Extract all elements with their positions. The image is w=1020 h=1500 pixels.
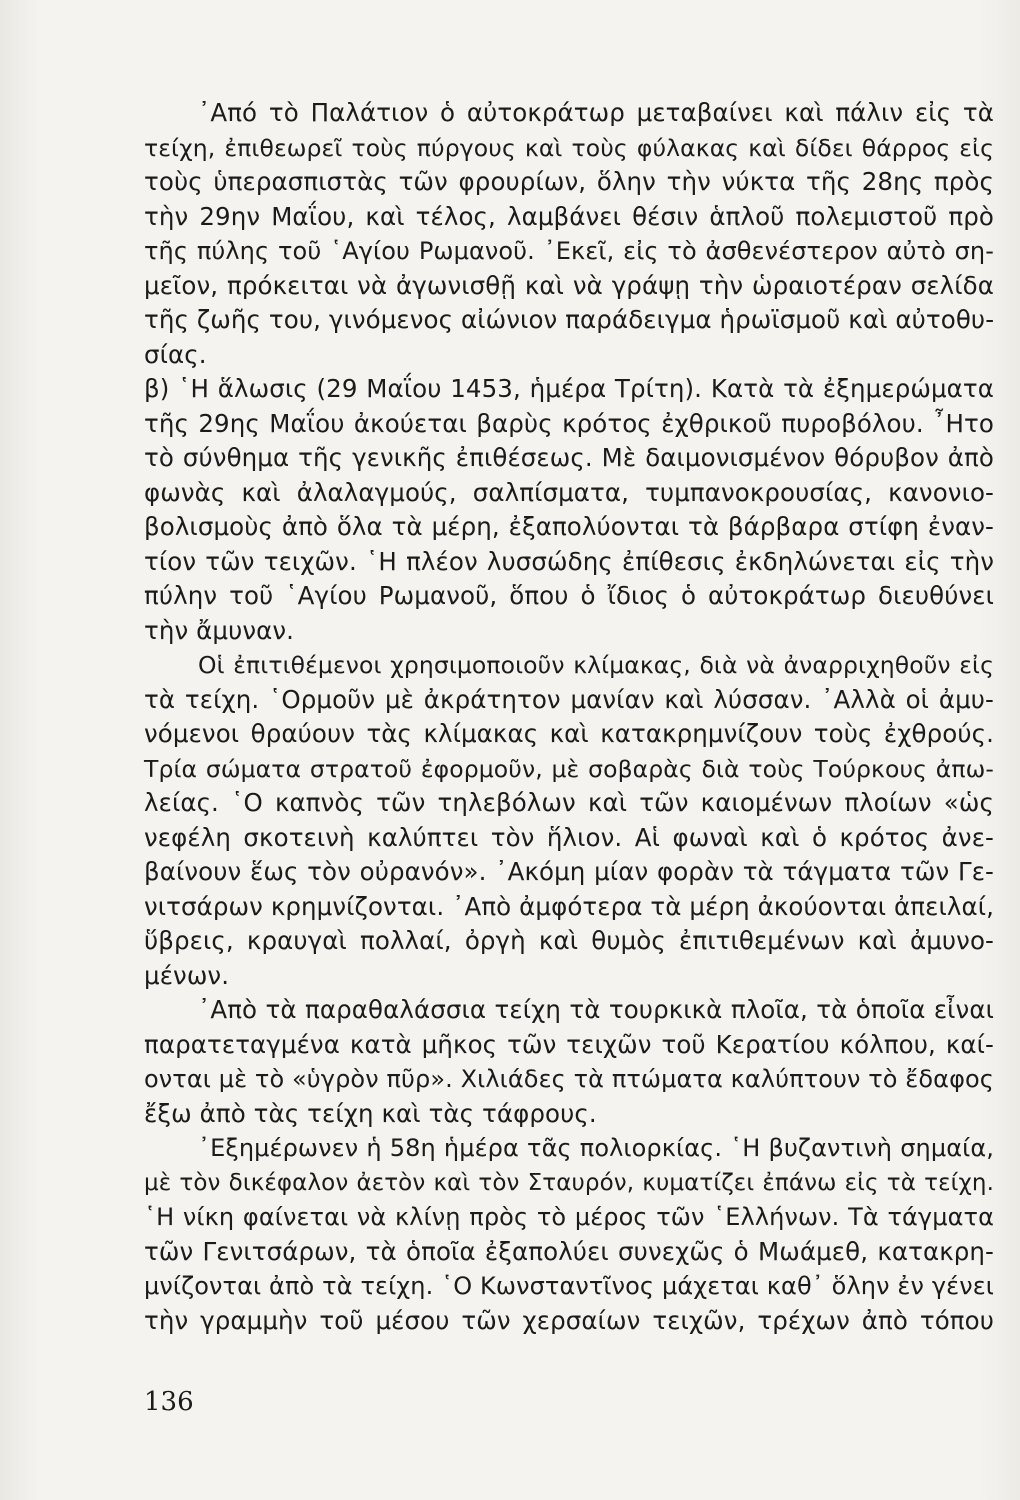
paragraph-emperor-walls [144, 96, 994, 372]
text-line: φωνὰς καὶ ἀλαλαγμούς, σαλπίσματα, τυμπανοκρουσίας, κανονιο- [144, 477, 994, 507]
text-line: νόμενοι θραύουν τὰς κλίμακας καὶ κατακρημνίζουν τοὺς ἐχθρούς. [144, 719, 994, 748]
paragraph-fall [144, 372, 994, 648]
text-line: νιτσάρων κρημνίζονται. ᾿Απὸ ἀμφότερα τὰ μέρη ἀκούονται ἀπειλαί, [144, 891, 994, 921]
text-line: μὲ τὸν δικέφαλον ἀετὸν καὶ τὸν Σταυρόν, κυματίζει ἐπάνω εἰς τὰ τείχη. [144, 1169, 994, 1196]
text-line: ῾Η νίκη φαίνεται νὰ κλίνῃ πρὸς τὸ μέρος τῶν ῾Ελλήνων. Τὰ τάγματα [144, 1203, 994, 1231]
text-line: τῆς ζωῆς του, γινόμενος αἰώνιον παράδειγμα ἡρωϊσμοῦ καὶ αὐτοθυ- [144, 305, 995, 334]
text-line: ᾿Εξημέρωνεν ἡ 58η ἡμέρα τᾶς πολιορκίας. ῾Η βυζαντινὴ σημαία, [198, 1134, 994, 1162]
text-line: σίας. [144, 339, 207, 369]
text-line: τείχη, ἐπιθεωρεῖ τοὺς πύργους καὶ τοὺς φύλακας καὶ δίδει θάρρος εἰς [144, 133, 994, 162]
text-line: τοὺς ὑπερασπιστὰς τῶν φρουρίων, ὅλην τὴν νύκτα τῆς 28ης πρὸς [144, 167, 994, 196]
text-line: Οἱ ἐπιτιθέμενοι χρησιμοποιοῦν κλίμακας, διὰ νὰ ἀναρριχηθοῦν εἰς [198, 651, 994, 679]
text-line: ονται μὲ τὸ «ὑγρὸν πῦρ». Χιλιάδες τὰ πτώματα καλύπτουν τὸ ἔδαφος [144, 1065, 994, 1093]
text-line: ᾿Από τὸ Παλάτιον ὁ αὐτοκράτωρ μεταβαίνει καὶ πάλιν εἰς τὰ [198, 98, 994, 127]
text-line: ὕβρεις, κραυγαὶ πολλαί, ὀργὴ καὶ θυμὸς ἐπιτιθεμένων καὶ ἀμυνο- [144, 926, 994, 955]
text-line: μνίζονται ἀπὸ τὰ τείχη. ῾Ο Κωνσταντῖνος μάχεται καθ᾿ ὅλην ἐν γένει [144, 1272, 994, 1300]
body-text [144, 96, 994, 1338]
text-line: τὴν ἄμυναν. [144, 615, 295, 645]
text-line: Τρία σώματα στρατοῦ ἐφορμοῦν, μὲ σοβαρὰς διὰ τοὺς Τούρκους ἀπω- [144, 754, 994, 783]
text-line: παρατεταγμένα κατὰ μῆκος τῶν τειχῶν τοῦ Κερατίου κόλπου, καί- [144, 1029, 994, 1059]
text-line: μεῖον, πρόκειται νὰ ἀγωνισθῇ καὶ νὰ γράψῃ τὴν ὡραιοτέραν σελίδα [144, 270, 994, 300]
text-line: τὴν γραμμὴν τοῦ μέσου τῶν χερσαίων τειχῶν, τρέχων ἀπὸ τόπου [144, 1305, 994, 1335]
page-number: 136 [144, 1387, 194, 1417]
text-line: πύλην τοῦ ῾Αγίου Ρωμανοῦ, ὅπου ὁ ἴδιος ὁ αὐτοκράτωρ διευθύνει [144, 581, 994, 610]
text-line: τὸ σύνθημα τῆς γενικῆς ἐπιθέσεως. Μὲ δαιμονισμένον θόρυβον ἀπὸ [144, 443, 994, 472]
text-line: τίον τῶν τειχῶν. ῾Η πλέον λυσσώδης ἐπίθεσις ἐκδηλώνεται εἰς τὴν [144, 546, 994, 576]
text-line: λείας. ῾Ο καπνὸς τῶν τηλεβόλων καὶ τῶν καιομένων πλοίων «ὡς [144, 788, 994, 817]
text-line: ἔξω ἀπὸ τὰς τείχη καὶ τὰς τάφρους. [144, 1098, 597, 1128]
text-line: τῆς 29ης Μαΐου ἀκούεται βαρὺς κρότος ἐχθρικοῦ πυροβόλου. ῏Ητο [144, 408, 994, 438]
text-line: μένων. [144, 960, 230, 990]
text-line: βολισμοὺς ἀπὸ ὅλα τὰ μέρη, ἐξαπολύονται τὰ βάρβαρα στίφη ἐναν- [144, 512, 994, 541]
text-line: βαίνουν ἕως τὸν οὐρανόν». ᾿Ακόμη μίαν φορὰν τὰ τάγματα τῶν Γε- [144, 857, 994, 886]
text-line: τὴν 29ην Μαΐου, καὶ τέλος, λαμβάνει θέσιν ἁπλοῦ πολεμιστοῦ πρὸ [144, 201, 994, 231]
text-line: τῶν Γενιτσάρων, τὰ ὁποῖα ἐξαπολύει συνεχῶς ὁ Μωάμεθ, κατακρη- [144, 1236, 994, 1266]
text-line: νεφέλη σκοτεινὴ καλύπτει τὸν ἥλιον. Αἱ φωναὶ καὶ ὁ κρότος ἀνε- [144, 822, 994, 852]
paragraph-sea-walls [144, 993, 994, 1131]
text-line: τὰ τείχη. ῾Ορμοῦν μὲ ἀκράτητον μανίαν καὶ λύσσαν. ᾿Αλλὰ οἱ ἀμυ- [144, 684, 994, 714]
paragraph-attackers [144, 648, 994, 993]
section-heading-line: β) ῾Η ἅλωσις (29 Μαΐου 1453, ἡμέρα Τρίτη). Κατὰ τὰ ἐξημερώματα [144, 374, 994, 403]
text-line: τῆς πύλης τοῦ ῾Αγίου Ρωμανοῦ. ᾿Εκεῖ, εἰς τὸ ἀσθενέστερον αὐτὸ ση- [144, 237, 994, 265]
paragraph-58th-day [144, 1131, 994, 1338]
text-line: ᾿Απὸ τὰ παραθαλάσσια τείχη τὰ τουρκικὰ πλοῖα, τὰ ὁποῖα εἶναι [198, 995, 994, 1024]
